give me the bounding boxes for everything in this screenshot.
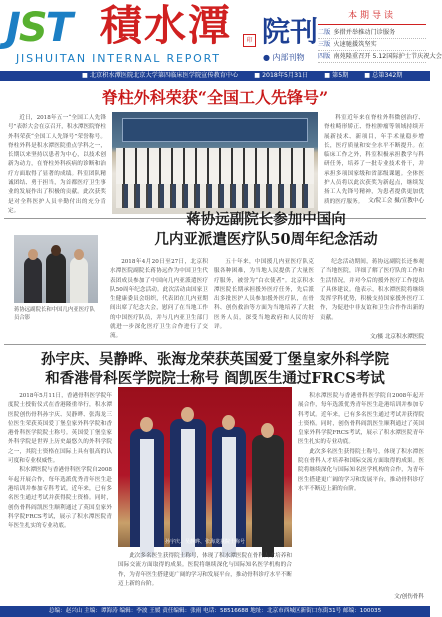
issue-date: ■ 2018年5月31日 xyxy=(254,72,309,79)
fellowship-ceremony-photo xyxy=(118,387,292,547)
divider xyxy=(4,344,426,345)
article2-text-col2: 五十年来，中国援几内亚医疗队克服各种困难，为当地人民提供了大量医疗服务，被誉为“白衣使者”。北京积水潭医院长期承担援外医疗任务，先后派出多批医护人员参加援外医疗队，在骨科、创伤救治等方面为当地培养了大批医务人员，深受当地政府和人民的好评。 xyxy=(214,259,314,331)
article3-text-col1: 2018年5月11日，香港骨科医学院年度院士授衔仪式在香港隆重举行，积水潭医院创伤骨科孙宇庆、吴静晔、张海龙三位医生荣获英国爱丁堡皇家外科学院和香港骨科医学院院士称号。英国爱丁堡皇家外科学院是世界上历史最悠久的外科学院之一，其院士资格在国际上具有很高的认可度和专业权威性。 积水潭医院与香港骨科医学院自2008年起开展合作，每年选派优秀青年医生赴港培训并参加专科考试。近年来，已有多名医生通过考试并获得院士资格。同时，创伤骨科阎凯医生顺利通过了英国皇家外科学院FRCS考试，展示了积水潭医院青年医生扎实的专业功底。 xyxy=(8,393,112,530)
issue-info-bar xyxy=(0,71,430,81)
delegation-photo xyxy=(14,235,98,303)
masthead xyxy=(0,0,442,70)
ceremony-photo-caption: 孙宇庆、吴静晔、张海龙获院士称号 xyxy=(164,539,245,545)
delegation-photo-caption: 蒋协远副院长和中国几内亚医疗队员合影 xyxy=(14,307,95,321)
article3-headline[interactable]: 孙宇庆、吴静晔、张海龙荣获英国爱丁堡皇家外科学院 和香港骨科医学院院士称号 阎凯医生通过FRCS考试 xyxy=(41,351,389,387)
internal-label: ● 内部刊物 xyxy=(263,53,305,62)
footer-bar: 总编：赵兴山 主编：谭海涛 编辑：李波 王媛 责任编辑：张雨 电话：58516688 地址：北京市西城区新街口东街31号 邮编：100035 xyxy=(0,606,430,617)
article2-text-col1: 2018年4月20日至27日，北京积水潭医院副院长蒋协远作为中国卫生代表团成员参加了中国向几内亚派遣医疗队50周年纪念活动。此次活动由国家卫生健康委员会组织，代表团在几内亚期间出席了纪念大会，慰问了在当地工作的中国医疗队员，并与几内亚卫生部门就进一步深化医疗卫生合作进行了交流。 xyxy=(110,259,208,340)
toc-item[interactable]: 二版 多措并举推动门诊服务 xyxy=(318,27,426,39)
issue-number: ■ 第5期 xyxy=(324,72,349,79)
article1-headline[interactable]: 脊柱外科荣获“全国工人先锋号” xyxy=(101,88,329,107)
article1-text-right: 科室近年来在脊柱外科微创治疗、脊柱畸形矫正、脊柱肿瘤等领域持续开展新技术、新项目，年手术量稳步增长，医疗质量和安全水平不断提升。在临床工作之外，科室积极承担教学与科研任务，培养了一批专业技术骨干，并承担多项国家级和省部级课题。全体医护人员将以此次获奖为新起点，继续发扬工人先锋号精神，为患者提供更加优质的医疗服务。 xyxy=(324,115,424,205)
article2-credit: 文/摄 北京积水潭医院 xyxy=(369,334,424,340)
toc-item[interactable]: 四版 南苑隆重召开 5.12国际护士节庆祝大会 xyxy=(318,51,426,63)
jst-logo: JST xyxy=(6,5,71,51)
seal-icon: 印 xyxy=(243,34,256,47)
article3-credit: 文/创伤骨科 xyxy=(394,594,424,600)
article2-headline[interactable]: 蒋协远副院长参加中国向 几内亚派遣医疗队50周年纪念活动 xyxy=(154,211,378,248)
total-issue-number: ■ 总第342期 xyxy=(364,72,403,79)
article1-credit: 文/院工会 摄/宣教中心 xyxy=(368,198,424,204)
english-title: JISHUITAN INTERNAL REPORT xyxy=(16,52,221,65)
publisher: ■ 北京积水潭医院北京大学第四临床医学院宣传教育中心 xyxy=(82,72,239,79)
article2-text-col3: 纪念活动期间，蒋协远副院长还参观了当地医院，详细了解了医疗队的工作和生活情况，并对今后的援外医疗工作提出了具体建议。他表示，积水潭医院将继续发挥学科优势，积极支持国家援外医疗工作，为促进中非友谊和卫生合作作出新的贡献。 xyxy=(320,259,424,321)
table-of-contents xyxy=(318,8,442,68)
toc-item[interactable]: 三版 火速驰援筑坚实 xyxy=(318,39,426,51)
newspaper-name: 積水潭 xyxy=(100,1,233,50)
publication-type: 院刊 xyxy=(262,15,319,48)
article3-text-col3: 积水潭医院与香港骨科医学院自2008年起开展合作，每年选派优秀青年医生赴港培训并参加专科考试。近年来，已有多名医生通过考试并获得院士资格。同时，创伤骨科阎凯医生顺利通过了英国皇家外科学院FRCS考试，展示了积水潭医院青年医生扎实的专业功底。 此次多名医生获得院士称号，体现了积水潭医院在骨科人才培养和国际交流方面取得的成果。医院将继续深化与国际知名医学机构的合作，为青年医生搭建更广阔的学习和发展平台，推动骨科诊疗水平不断迈上新的台阶。 xyxy=(298,393,424,492)
team-group-photo xyxy=(112,112,318,214)
toc-title: 本期导读 xyxy=(318,8,426,25)
article1-text-left: 近日，2018年五一“全国工人先锋号”表彰大会在京召开，积水潭医院脊柱外科荣获“全国工人先锋号”荣誉称号。脊柱外科是积水潭医院重点学科之一，长期以来坚持以患者为中心，以技术创新为动力，在脊柱外科疾病的诊断和治疗方面取得了显著的成绩。科室团队精诚团结、勇于担当，为首都医疗卫生事业的发展作出了积极的贡献。此次获奖是对全科医护人员辛勤付出的充分肯定。 xyxy=(8,115,106,214)
article3-text-bottom: 此次多名医生获得院士称号，体现了积水潭医院在骨科人才培养和国际交流方面取得的成果。医院将继续深化与国际知名医学机构的合作，为青年医生搭建更广阔的学习和发展平台，推动骨科诊疗水平不断迈上新的台阶。 xyxy=(118,553,292,587)
